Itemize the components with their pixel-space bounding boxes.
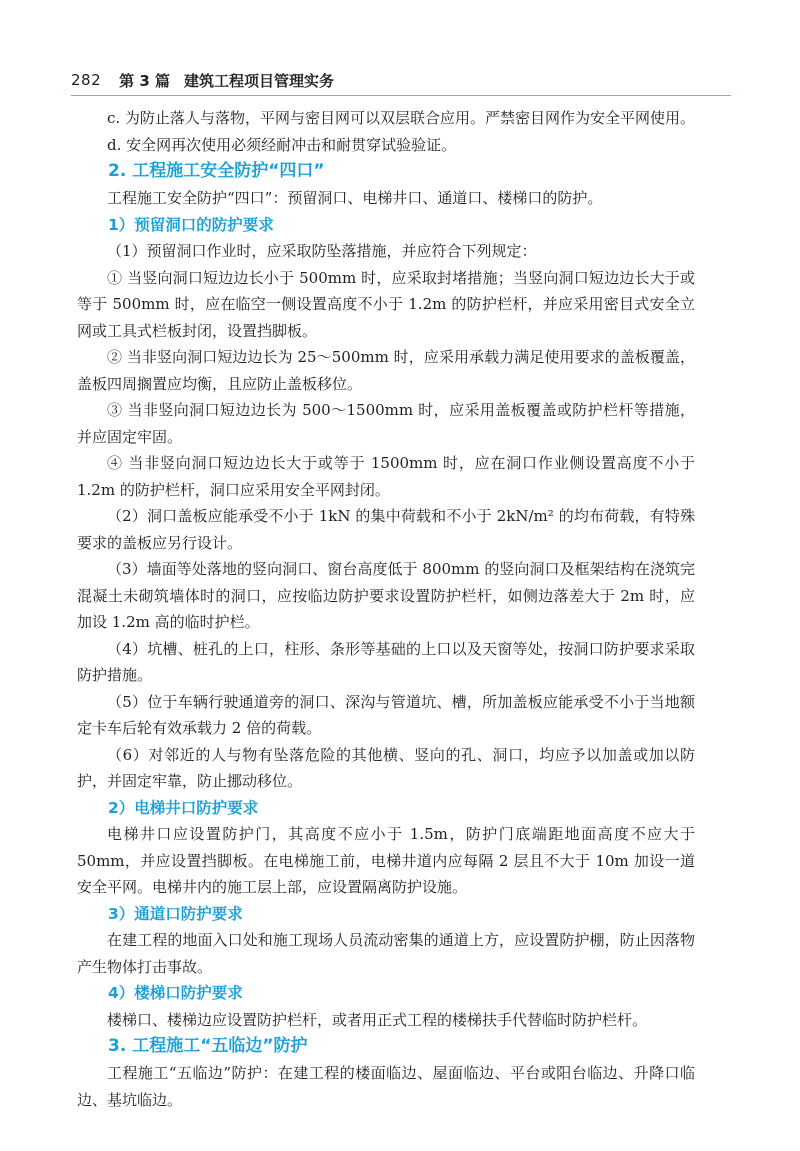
section-heading-four-openings: 2. 工程施工安全防护“四口” xyxy=(108,161,325,181)
subheading-stair-opening: 4）楼梯口防护要求 xyxy=(108,984,243,1002)
paragraph-item-1: （1）预留洞口作业时，应采取防坠落措施，并应符合下列规定： xyxy=(107,242,537,260)
paragraph-item-2: （2）洞口盖板应能承受不小于 1kN 的集中荷载和不小于 2kN/m² 的均布荷载，有特殊要求的盖板应另行设计。 xyxy=(77,507,695,552)
paragraph-item-4: （4）坑槽、桩孔的上口，柱形、条形等基础的上口以及天窗等处，按洞口防护要求采取防护措施。 xyxy=(77,639,695,684)
subheading-elevator-shaft: 2）电梯井口防护要求 xyxy=(108,798,259,817)
book-title: 建筑工程项目管理实务 xyxy=(184,71,335,90)
running-header xyxy=(71,70,731,90)
paragraph-passage-opening: 在建工程的地面入口处和施工现场人员流动密集的通道上方，应设置防护棚，防止因落物产生物体打击事故。 xyxy=(77,931,695,976)
paragraph-rule-4: ④ 当非竖向洞口短边边长大于或等于 1500mm 时，应在洞口作业侧设置高度不小于 1.2m 的防护栏杆，洞口应采用安全平网封闭。 xyxy=(77,454,695,499)
paragraph-rule-3: ③ 当非竖向洞口短边边长为 500～1500mm 时，应采用盖板覆盖或防护栏杆等措施，并应固定牢固。 xyxy=(77,401,695,446)
page-body xyxy=(77,105,695,1113)
subheading-reserved-openings: 1）预留洞口的防护要求 xyxy=(108,215,274,234)
paragraph-four-openings-intro: 工程施工安全防护“四口”：预留洞口、电梯井口、通道口、楼梯口的防护。 xyxy=(107,189,603,207)
paragraph-five-edges: 工程施工“五临边”防护：在建工程的楼面临边、屋面临边、平台或阳台临边、升降口临边、基坑临边。 xyxy=(77,1064,695,1109)
paragraph-item-6: （6）对邻近的人与物有坠落危险的其他横、竖向的孔、洞口，均应予以加盖或加以防护，并固定牢靠，防止挪动移位。 xyxy=(77,745,695,790)
paragraph-c: c. 为防止落人与落物，平网与密目网可以双层联合应用。严禁密目网作为安全平网使用。 xyxy=(107,109,695,127)
paragraph-rule-2: ② 当非竖向洞口短边边长为 25～500mm 时，应采用承载力满足使用要求的盖板覆盖，盖板四周搁置应均衡，且应防止盖板移位。 xyxy=(77,348,695,393)
paragraph-stair-opening: 楼梯口、楼梯边应设置防护栏杆，或者用正式工程的楼梯扶手代替临时防护栏杆。 xyxy=(107,1010,648,1029)
paragraph-rule-1: ① 当竖向洞口短边边长小于 500mm 时，应采取封堵措施；当竖向洞口短边边长大于或等于 500mm 时，应在临空一侧设置高度不小于 1.2m 的防护栏杆，并应采用密目式安全立网或工具式栏板封闭，设置挡脚板。 xyxy=(77,268,695,340)
header-divider xyxy=(71,95,731,96)
paragraph-d: d. 安全网再次使用必须经耐冲击和耐贯穿试验验证。 xyxy=(107,135,457,154)
page-number: 282 xyxy=(71,71,102,89)
paragraph-item-5: （5）位于车辆行驶通道旁的洞口、深沟与管道坑、槽，所加盖板应能承受不小于当地额定卡车后轮有效承载力 2 倍的荷载。 xyxy=(77,692,695,737)
section-heading-five-edges: 3. 工程施工“五临边”防护 xyxy=(108,1036,308,1056)
part-label: 第 3 篇 xyxy=(119,71,171,90)
paragraph-elevator-shaft: 电梯井口应设置防护门，其高度不应小于 1.5m，防护门底端距地面高度不应大于 50mm，并应设置挡脚板。在电梯施工前，电梯井道内应每隔 2 层且不大于 10m 加设一道安全平网。电梯井内的施工层上部，应设置隔离防护设施。 xyxy=(77,825,695,896)
subheading-passage-opening: 3）通道口防护要求 xyxy=(108,904,243,923)
paragraph-item-3: （3）墙面等处落地的竖向洞口、窗台高度低于 800mm 的竖向洞口及框架结构在浇筑完混凝土未砌筑墙体时的洞口，应按临边防护要求设置防护栏杆，如侧边落差大于 2m 时，应加设 1.2m 高的临时护栏。 xyxy=(77,560,695,631)
